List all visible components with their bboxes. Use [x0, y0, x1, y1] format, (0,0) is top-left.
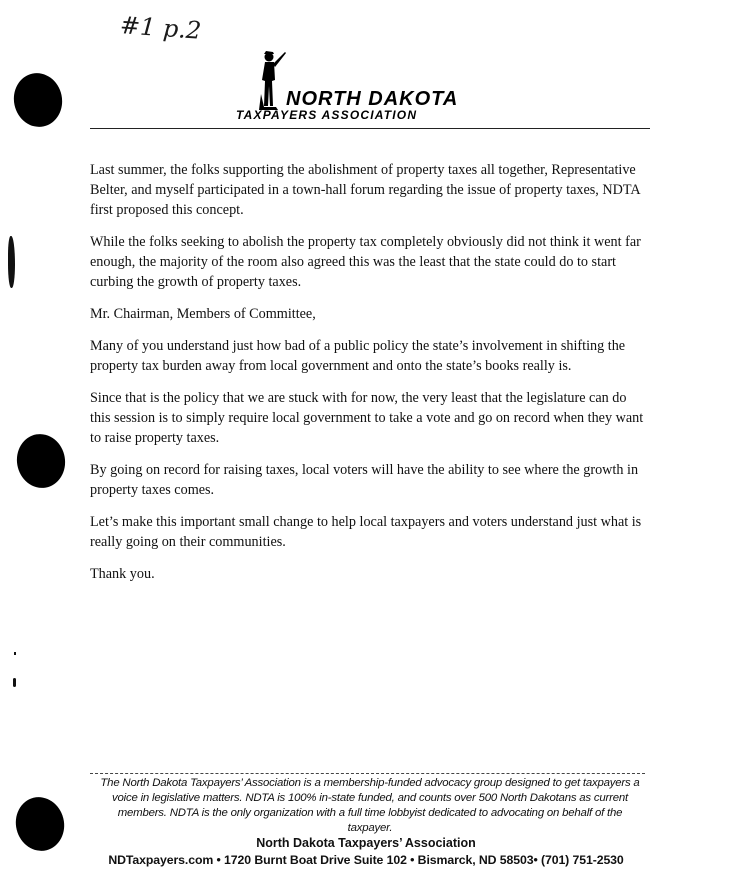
- punch-hole-top: [9, 69, 67, 132]
- paragraph-legislature: Since that is the policy that we are stuck with for now, the very least that the legislature can do this session is to simply require local government to take a vote and go on record when they want to raise property taxes.: [90, 390, 644, 446]
- paragraph-salutation: Mr. Chairman, Members of Committee,: [90, 306, 316, 322]
- paragraph-forum: Last summer, the folks supporting the abolishment of property taxes all together, Representative Belter, and myself participated in a town-hall forum regarding the issue of property taxes, NDTA first proposed this concept.: [90, 162, 640, 218]
- footer-mission: The North Dakota Taxpayers’ Association is a membership-funded advocacy group designed to get taxpayers a voice in legislative matters. NDTA is 100% in-state funded, and counts over 500 North Dakotans as current members. NDTA is the only organization with a full time lobbyist dedicated to advocating on behalf of the taxpayer.: [100, 777, 640, 834]
- footer-divider: [90, 773, 645, 774]
- paragraph-abolish: While the folks seeking to abolish the property tax completely obviously did not think it went far enough, the majority of the room also agreed this was the least that the state could do to start curbing the growth of property taxes.: [90, 234, 641, 290]
- handwritten-page-note: #1 p.2: [119, 11, 203, 45]
- scan-mark: [14, 652, 16, 655]
- scan-mark: [13, 678, 16, 687]
- scan-mark: [8, 236, 15, 288]
- footer-org-name: North Dakota Taxpayers’ Association: [256, 836, 476, 850]
- paragraph-policy: Many of you understand just how bad of a public policy the state’s involvement in shifting the property tax burden away from local government and onto the state’s books really is.: [90, 338, 626, 374]
- letterhead-title: NORTH DAKOTA: [286, 88, 459, 110]
- punch-hole-middle: [13, 430, 70, 492]
- footer-address: NDTaxpayers.com • 1720 Burnt Boat Drive Suite 102 • Bismarck, ND 58503• (701) 751-2530: [108, 853, 624, 867]
- paragraph-closing: Thank you.: [90, 566, 155, 582]
- minuteman-figure-icon: [256, 50, 288, 112]
- letter-body: [90, 160, 650, 596]
- paragraph-record: By going on record for raising taxes, local voters will have the ability to see where the growth in property taxes comes.: [90, 462, 639, 498]
- paragraph-change: Let’s make this important small change to help local taxpayers and voters understand just what is really going on their communities.: [90, 514, 642, 550]
- header-divider: [90, 128, 650, 129]
- letterhead-subtitle: TAXPAYERS ASSOCIATION: [236, 108, 418, 122]
